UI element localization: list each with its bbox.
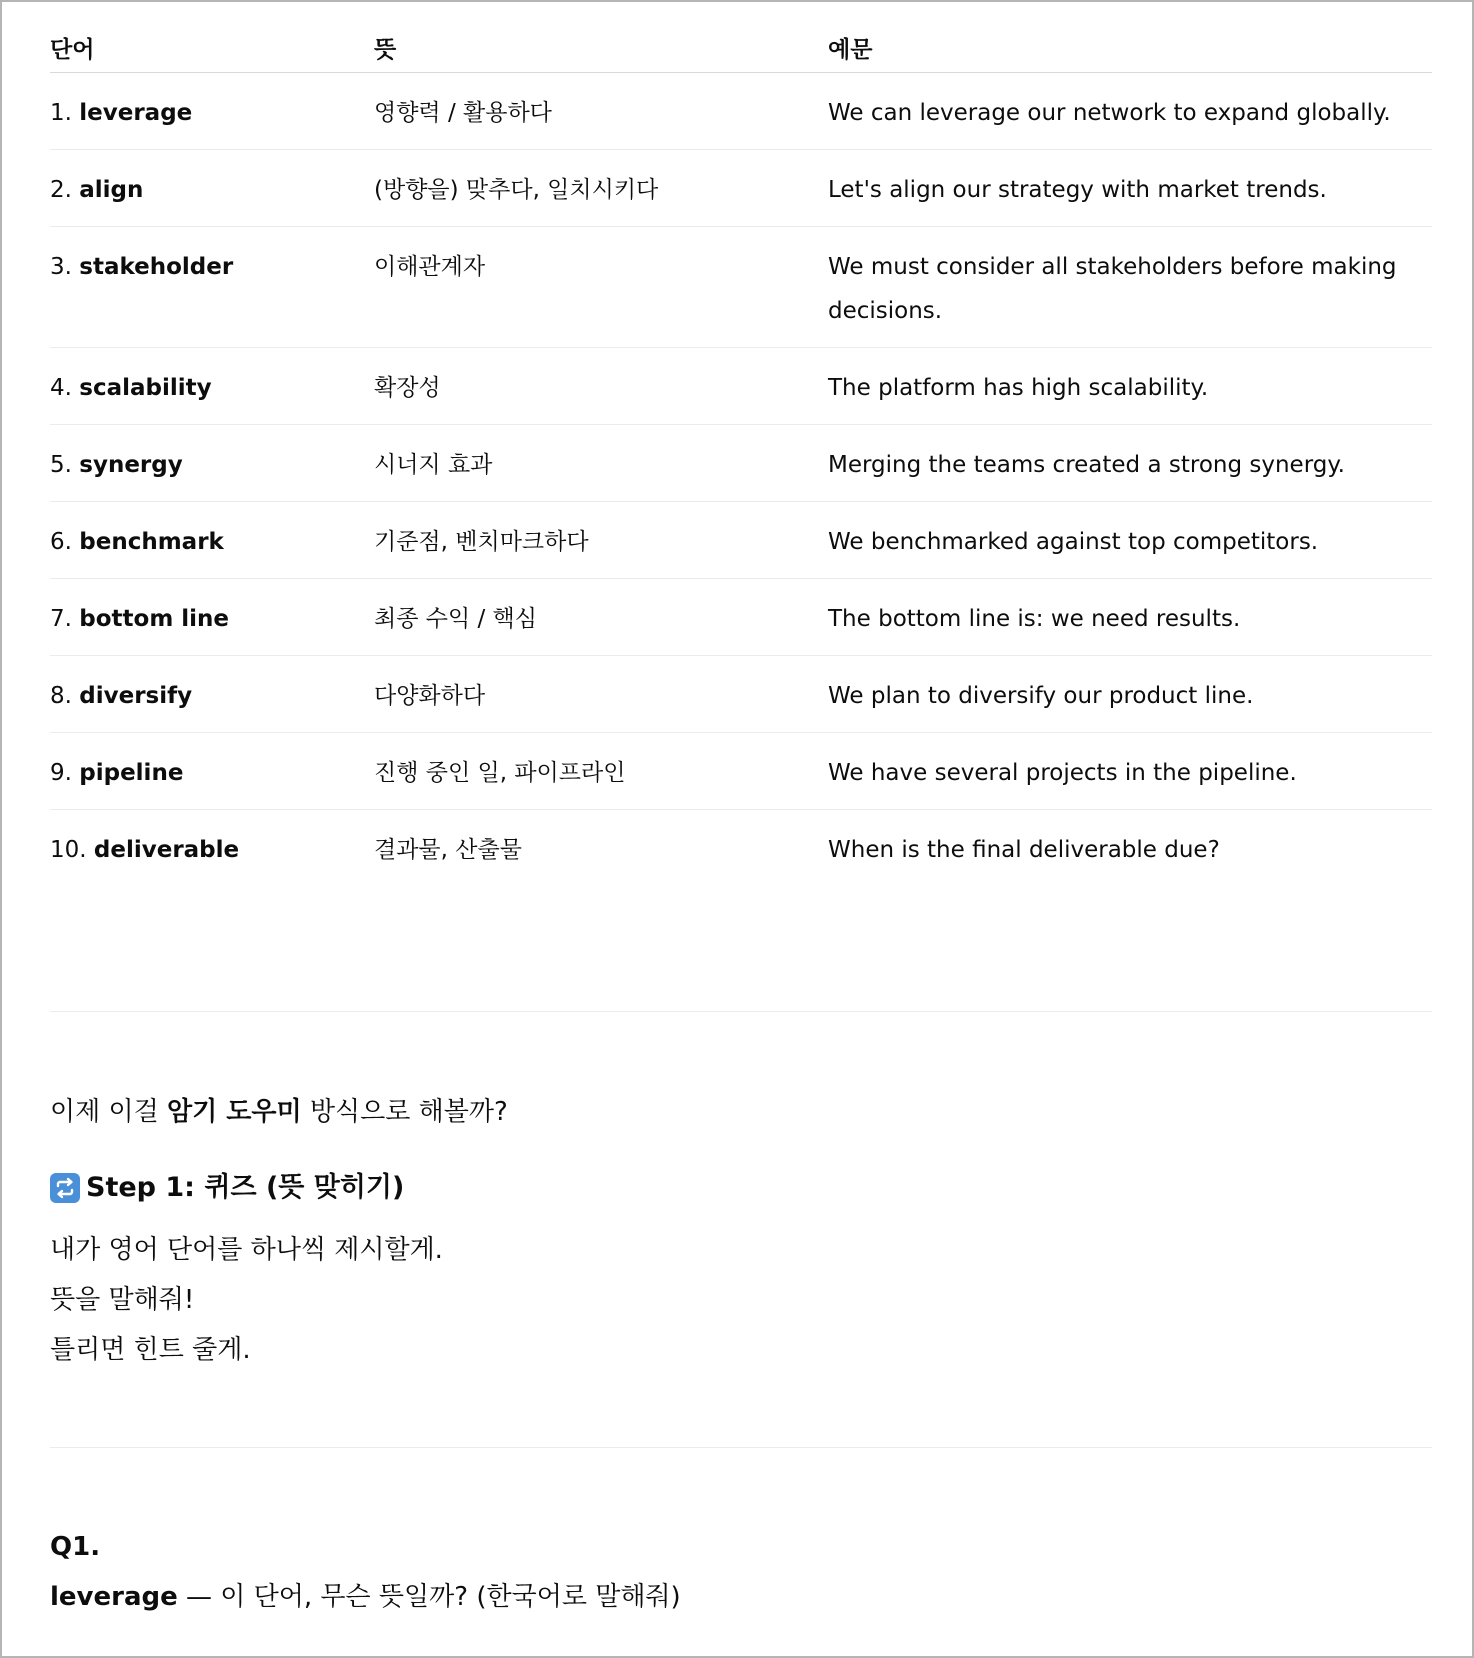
cell-word (50, 656, 374, 733)
instruction-line-1: 내가 영어 단어를 하나씩 제시할게. (50, 1235, 443, 1265)
header-word: 단어 (50, 22, 374, 73)
word-number: 5. (50, 452, 72, 478)
question-label: Q1. (50, 1532, 101, 1562)
table-row (50, 425, 1432, 502)
question-text (50, 1581, 681, 1613)
table-row (50, 227, 1432, 348)
cell-example: Merging the teams created a strong synergy. (828, 425, 1432, 502)
cell-word (50, 733, 374, 810)
intro-text (50, 1096, 508, 1128)
cell-word (50, 227, 374, 348)
divider (50, 1011, 1432, 1012)
table-row (50, 502, 1432, 579)
cell-word (50, 502, 374, 579)
word-number: 2. (50, 177, 72, 203)
word-term: leverage (79, 100, 193, 126)
header-example: 예문 (828, 22, 1432, 73)
repeat-icon (50, 1173, 80, 1203)
cell-meaning: 다양화하다 (374, 656, 828, 733)
word-term: synergy (79, 452, 183, 478)
cell-example: We have several projects in the pipeline. (828, 733, 1432, 810)
table-row (50, 656, 1432, 733)
cell-meaning: 진행 중인 일, 파이프라인 (374, 733, 828, 810)
table-row (50, 810, 1432, 887)
question-prompt: 이 단어, 무슨 뜻일까? (한국어로 말해줘) (220, 1582, 681, 1612)
table-header-row (50, 22, 1432, 73)
word-number: 10. (50, 837, 87, 863)
word-term: stakeholder (79, 254, 234, 280)
cell-example: The bottom line is: we need results. (828, 579, 1432, 656)
word-number: 6. (50, 529, 72, 555)
question-word: leverage (50, 1582, 178, 1612)
word-number: 3. (50, 254, 72, 280)
cell-example: We must consider all stakeholders before making decisions. (828, 227, 1432, 348)
cell-example: Let's align our strategy with market trends. (828, 150, 1432, 227)
step-heading (50, 1171, 404, 1205)
word-term: diversify (79, 683, 193, 709)
cell-word (50, 150, 374, 227)
word-number: 4. (50, 375, 72, 401)
table-row (50, 733, 1432, 810)
cell-meaning: 이해관계자 (374, 227, 828, 348)
cell-word (50, 425, 374, 502)
intro-text-after: 방식으로 해볼까? (301, 1097, 508, 1127)
cell-example: We can leverage our network to expand globally. (828, 73, 1432, 150)
table-row (50, 73, 1432, 150)
word-term: benchmark (79, 529, 224, 555)
cell-meaning: 결과물, 산출물 (374, 837, 522, 863)
cell-meaning: 기준점, 벤치마크하다 (374, 502, 828, 579)
intro-text-before: 이제 이걸 (50, 1097, 167, 1127)
word-number: 9. (50, 760, 72, 786)
cell-meaning: 최종 수익 / 핵심 (374, 579, 828, 656)
table-row (50, 579, 1432, 656)
cell-example: We benchmarked against top competitors. (828, 502, 1432, 579)
cell-word (50, 73, 374, 150)
instruction-line-2: 뜻을 말해줘! (50, 1285, 195, 1315)
word-term: pipeline (79, 760, 184, 786)
vocab-table (50, 22, 1432, 886)
cell-word (50, 579, 374, 656)
cell-meaning: 시너지 효과 (374, 425, 828, 502)
word-number: 7. (50, 606, 72, 632)
message-content (50, 2, 1432, 1612)
word-term: deliverable (93, 837, 240, 863)
table-row (50, 150, 1432, 227)
cell-word (50, 810, 374, 887)
cell-meaning: (방향을) 맞추다, 일치시키다 (374, 150, 828, 227)
cell-example: When is the final deliverable due? (828, 837, 1220, 863)
cell-example: The platform has high scalability. (828, 348, 1432, 425)
vocab-table-body (50, 73, 1432, 887)
header-meaning: 뜻 (374, 22, 828, 73)
word-term: bottom line (79, 606, 230, 632)
intro-text-bold: 암기 도우미 (167, 1097, 302, 1127)
cell-example: We plan to diversify our product line. (828, 656, 1432, 733)
question-dash: — (177, 1582, 221, 1612)
cell-meaning: 영향력 / 활용하다 (374, 73, 828, 150)
cell-word (50, 348, 374, 425)
divider (50, 1447, 1432, 1448)
word-term: align (79, 177, 144, 203)
word-number: 1. (50, 100, 72, 126)
word-number: 8. (50, 683, 72, 709)
cell-meaning: 확장성 (374, 348, 828, 425)
word-term: scalability (79, 375, 212, 401)
instruction-line-3: 틀리면 힌트 줄게. (50, 1335, 251, 1365)
step-title: Step 1: 퀴즈 (뜻 맞히기) (86, 1172, 405, 1203)
table-row (50, 348, 1432, 425)
